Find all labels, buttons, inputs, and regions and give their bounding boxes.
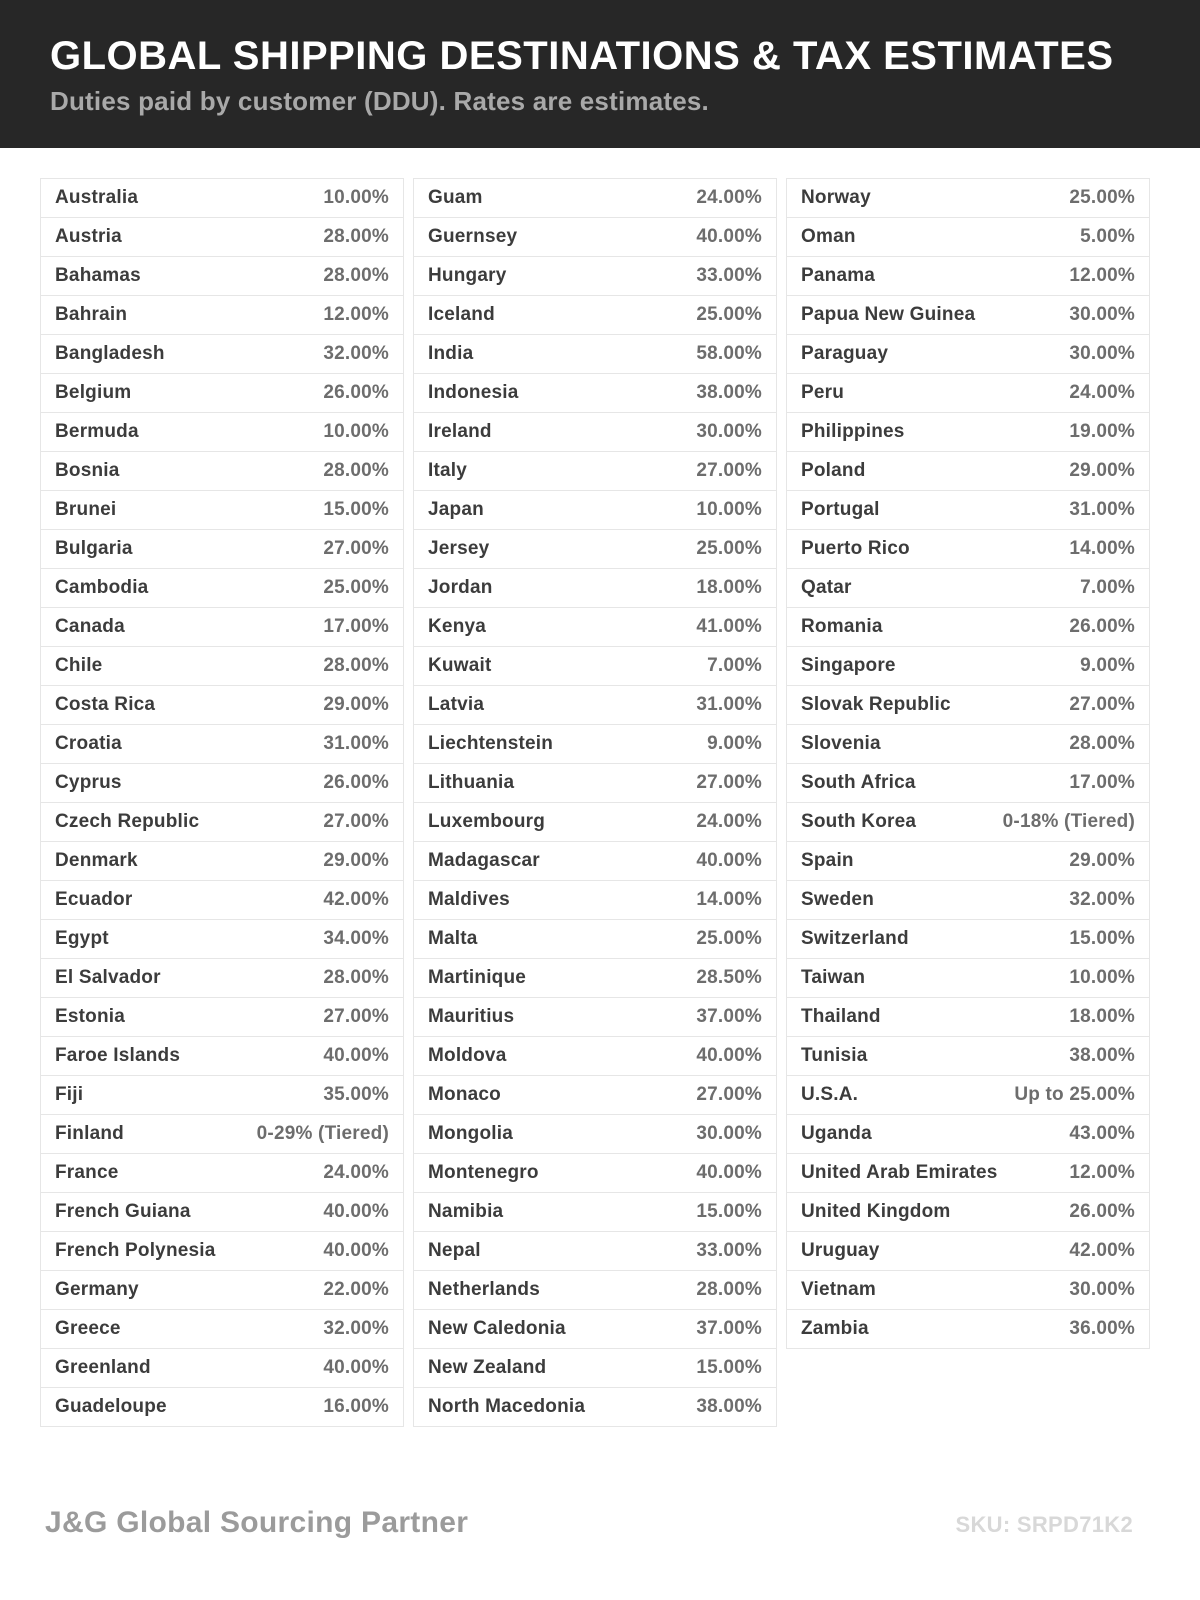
country-name: Denmark — [55, 850, 138, 871]
tax-rate: 16.00% — [323, 1396, 389, 1417]
tax-rate: 24.00% — [696, 811, 762, 832]
table-row — [413, 1270, 777, 1310]
rates-table — [40, 178, 1150, 1427]
tax-rate: 18.00% — [1069, 1006, 1135, 1027]
tax-rate: 10.00% — [323, 421, 389, 442]
tax-rate: 10.00% — [1069, 967, 1135, 988]
country-name: Brunei — [55, 499, 117, 520]
tax-rate: 58.00% — [696, 343, 762, 364]
country-name: Nepal — [428, 1240, 481, 1261]
country-name: New Caledonia — [428, 1318, 566, 1339]
table-row — [786, 256, 1150, 296]
tax-rate: 7.00% — [707, 655, 762, 676]
country-name: Italy — [428, 460, 468, 481]
table-row — [413, 1075, 777, 1115]
country-name: Malta — [428, 928, 478, 949]
tax-rate: 0-18% (Tiered) — [1002, 811, 1135, 832]
table-row — [40, 1348, 404, 1388]
country-name: Norway — [801, 187, 871, 208]
table-row — [786, 1192, 1150, 1232]
country-name: Finland — [55, 1123, 124, 1144]
tax-rate: 40.00% — [696, 850, 762, 871]
tax-rate: 27.00% — [696, 772, 762, 793]
tax-rate: 32.00% — [323, 1318, 389, 1339]
tax-rate: 38.00% — [696, 1396, 762, 1417]
table-row — [413, 373, 777, 413]
table-row — [413, 1387, 777, 1427]
table-row — [40, 841, 404, 881]
tax-rate: 38.00% — [1069, 1045, 1135, 1066]
table-row — [413, 607, 777, 647]
country-name: Ecuador — [55, 889, 133, 910]
table-row — [40, 1309, 404, 1349]
country-name: Thailand — [801, 1006, 881, 1027]
tax-rate: Up to 25.00% — [1014, 1084, 1135, 1105]
tax-rate: 15.00% — [1069, 928, 1135, 949]
country-name: Germany — [55, 1279, 139, 1300]
country-name: Maldives — [428, 889, 510, 910]
tax-rate: 28.00% — [1069, 733, 1135, 754]
country-name: Lithuania — [428, 772, 515, 793]
tax-rate: 29.00% — [1069, 460, 1135, 481]
table-row — [40, 958, 404, 998]
tax-rate: 17.00% — [323, 616, 389, 637]
country-name: Netherlands — [428, 1279, 541, 1300]
country-name: Paraguay — [801, 343, 889, 364]
table-row — [40, 412, 404, 452]
tax-rate: 40.00% — [696, 1045, 762, 1066]
country-name: U.S.A. — [801, 1084, 859, 1105]
country-name: Poland — [801, 460, 866, 481]
country-name: Croatia — [55, 733, 122, 754]
footer — [45, 1506, 1133, 1540]
table-row — [786, 646, 1150, 686]
tax-rate: 30.00% — [1069, 304, 1135, 325]
table-row — [40, 178, 404, 218]
tax-rate: 35.00% — [323, 1084, 389, 1105]
tax-rate: 25.00% — [1069, 187, 1135, 208]
country-name: Slovenia — [801, 733, 881, 754]
tax-rate: 28.50% — [696, 967, 762, 988]
country-name: Qatar — [801, 577, 852, 598]
table-row — [786, 295, 1150, 335]
country-name: Kenya — [428, 616, 487, 637]
tax-rate: 24.00% — [323, 1162, 389, 1183]
country-name: Mauritius — [428, 1006, 515, 1027]
table-row — [413, 919, 777, 959]
table-row — [40, 802, 404, 842]
header-banner — [0, 0, 1200, 148]
tax-rate: 10.00% — [323, 187, 389, 208]
country-name: Panama — [801, 265, 876, 286]
tax-rate: 33.00% — [696, 265, 762, 286]
country-name: North Macedonia — [428, 1396, 586, 1417]
country-name: Zambia — [801, 1318, 869, 1339]
table-row — [786, 1153, 1150, 1193]
country-name: United Kingdom — [801, 1201, 951, 1222]
tax-rate: 42.00% — [1069, 1240, 1135, 1261]
tax-rate: 9.00% — [707, 733, 762, 754]
country-name: Egypt — [55, 928, 109, 949]
table-row — [786, 880, 1150, 920]
table-row — [786, 763, 1150, 803]
country-name: French Polynesia — [55, 1240, 216, 1261]
table-row — [786, 607, 1150, 647]
tax-rate: 32.00% — [1069, 889, 1135, 910]
table-row — [40, 334, 404, 374]
table-row — [413, 529, 777, 569]
table-row — [40, 1114, 404, 1154]
table-row — [413, 763, 777, 803]
tax-rate: 26.00% — [323, 772, 389, 793]
country-name: Monaco — [428, 1084, 501, 1105]
tax-rate: 12.00% — [1069, 1162, 1135, 1183]
table-row — [40, 373, 404, 413]
table-row — [413, 958, 777, 998]
tax-rate: 25.00% — [696, 538, 762, 559]
table-row — [786, 841, 1150, 881]
table-row — [413, 295, 777, 335]
country-name: Japan — [428, 499, 484, 520]
country-name: Vietnam — [801, 1279, 876, 1300]
country-name: Puerto Rico — [801, 538, 910, 559]
table-row — [40, 919, 404, 959]
table-row — [786, 334, 1150, 374]
tax-rate: 29.00% — [323, 694, 389, 715]
tax-rate: 22.00% — [323, 1279, 389, 1300]
country-name: Peru — [801, 382, 845, 403]
country-name: Mongolia — [428, 1123, 513, 1144]
table-row — [40, 607, 404, 647]
tax-rate: 27.00% — [696, 460, 762, 481]
tax-rate: 24.00% — [696, 187, 762, 208]
tax-rate: 5.00% — [1080, 226, 1135, 247]
country-name: Canada — [55, 616, 125, 637]
country-name: Bahamas — [55, 265, 141, 286]
country-name: Australia — [55, 187, 139, 208]
table-row — [786, 802, 1150, 842]
country-name: Bermuda — [55, 421, 139, 442]
country-name: Portugal — [801, 499, 880, 520]
table-row — [40, 295, 404, 335]
page-title: GLOBAL SHIPPING DESTINATIONS & TAX ESTIMATES — [50, 34, 1114, 78]
table-row — [413, 646, 777, 686]
table-row — [40, 1270, 404, 1310]
tax-rate: 40.00% — [323, 1201, 389, 1222]
country-name: Singapore — [801, 655, 896, 676]
country-name: Czech Republic — [55, 811, 200, 832]
tax-rate: 27.00% — [696, 1084, 762, 1105]
country-name: Guernsey — [428, 226, 518, 247]
table-row — [413, 334, 777, 374]
table-row — [413, 412, 777, 452]
tax-rate: 30.00% — [1069, 343, 1135, 364]
tax-rate: 31.00% — [323, 733, 389, 754]
country-name: Madagascar — [428, 850, 540, 871]
country-name: France — [55, 1162, 119, 1183]
country-name: Greenland — [55, 1357, 151, 1378]
tax-rate: 37.00% — [696, 1006, 762, 1027]
tax-rate: 12.00% — [1069, 265, 1135, 286]
tax-rate: 41.00% — [696, 616, 762, 637]
country-name: Bulgaria — [55, 538, 133, 559]
tax-rate: 14.00% — [1069, 538, 1135, 559]
tax-rate: 43.00% — [1069, 1123, 1135, 1144]
table-row — [40, 646, 404, 686]
table-row — [40, 1153, 404, 1193]
tax-rate: 26.00% — [1069, 1201, 1135, 1222]
table-row — [786, 685, 1150, 725]
country-name: Iceland — [428, 304, 495, 325]
table-row — [40, 1192, 404, 1232]
tax-rate: 12.00% — [323, 304, 389, 325]
country-name: Greece — [55, 1318, 121, 1339]
table-row — [413, 451, 777, 491]
rate-column — [40, 178, 404, 1427]
country-name: Jersey — [428, 538, 490, 559]
tax-rate: 9.00% — [1080, 655, 1135, 676]
tax-rate: 26.00% — [323, 382, 389, 403]
tax-rate: 38.00% — [696, 382, 762, 403]
tax-rate: 28.00% — [323, 226, 389, 247]
brand-name: J&G Global Sourcing Partner — [45, 1506, 469, 1539]
country-name: Kuwait — [428, 655, 492, 676]
table-row — [413, 1192, 777, 1232]
tax-rate: 31.00% — [1069, 499, 1135, 520]
table-row — [40, 763, 404, 803]
table-row — [40, 1387, 404, 1427]
page-subtitle: Duties paid by customer (DDU). Rates are estimates. — [50, 86, 709, 116]
rate-column — [786, 178, 1150, 1427]
tax-rate: 10.00% — [696, 499, 762, 520]
table-row — [786, 1309, 1150, 1349]
tax-rate: 27.00% — [1069, 694, 1135, 715]
country-name: Latvia — [428, 694, 485, 715]
table-row — [40, 685, 404, 725]
table-row — [40, 490, 404, 530]
tax-rate: 15.00% — [696, 1357, 762, 1378]
table-row — [786, 178, 1150, 218]
table-row — [413, 1231, 777, 1271]
table-row — [40, 451, 404, 491]
table-row — [40, 724, 404, 764]
country-name: Romania — [801, 616, 883, 637]
rate-column — [413, 178, 777, 1427]
country-name: Taiwan — [801, 967, 866, 988]
country-name: Indonesia — [428, 382, 519, 403]
country-name: Chile — [55, 655, 103, 676]
tax-rate: 27.00% — [323, 538, 389, 559]
tax-rate: 31.00% — [696, 694, 762, 715]
country-name: Hungary — [428, 265, 507, 286]
table-row — [786, 958, 1150, 998]
tax-rate: 7.00% — [1080, 577, 1135, 598]
table-row — [786, 1231, 1150, 1271]
tax-rate: 17.00% — [1069, 772, 1135, 793]
tax-rate: 37.00% — [696, 1318, 762, 1339]
table-row — [40, 880, 404, 920]
table-row — [413, 256, 777, 296]
table-row — [786, 997, 1150, 1037]
country-name: Liechtenstein — [428, 733, 554, 754]
country-name: Austria — [55, 226, 122, 247]
table-row — [413, 1153, 777, 1193]
table-row — [413, 880, 777, 920]
tax-rate: 42.00% — [323, 889, 389, 910]
country-name: Oman — [801, 226, 856, 247]
country-name: New Zealand — [428, 1357, 547, 1378]
table-row — [40, 1036, 404, 1076]
country-name: Montenegro — [428, 1162, 539, 1183]
table-row — [40, 1231, 404, 1271]
tax-rate: 25.00% — [323, 577, 389, 598]
country-name: Cyprus — [55, 772, 122, 793]
country-name: Belgium — [55, 382, 132, 403]
tax-rate: 28.00% — [323, 265, 389, 286]
table-row — [40, 256, 404, 296]
table-row — [413, 724, 777, 764]
table-row — [413, 802, 777, 842]
table-row — [786, 1270, 1150, 1310]
table-row — [413, 217, 777, 257]
country-name: Fiji — [55, 1084, 84, 1105]
table-row — [786, 529, 1150, 569]
country-name: Guam — [428, 187, 483, 208]
country-name: Tunisia — [801, 1045, 868, 1066]
table-row — [786, 451, 1150, 491]
tax-rate: 15.00% — [696, 1201, 762, 1222]
country-name: Spain — [801, 850, 854, 871]
country-name: Martinique — [428, 967, 527, 988]
country-name: Guadeloupe — [55, 1396, 167, 1417]
tax-rate: 34.00% — [323, 928, 389, 949]
country-name: Uruguay — [801, 1240, 880, 1261]
country-name: Bahrain — [55, 304, 128, 325]
tax-rate: 27.00% — [323, 811, 389, 832]
tax-rate: 40.00% — [323, 1045, 389, 1066]
country-name: Estonia — [55, 1006, 126, 1027]
table-row — [413, 178, 777, 218]
tax-rate: 28.00% — [323, 967, 389, 988]
tax-rate: 24.00% — [1069, 382, 1135, 403]
table-row — [786, 568, 1150, 608]
country-name: Luxembourg — [428, 811, 546, 832]
country-name: Switzerland — [801, 928, 909, 949]
country-name: El Salvador — [55, 967, 161, 988]
table-row — [40, 1075, 404, 1115]
country-name: Jordan — [428, 577, 493, 598]
table-row — [786, 373, 1150, 413]
table-row — [40, 529, 404, 569]
country-name: Ireland — [428, 421, 492, 442]
tax-rate: 28.00% — [323, 460, 389, 481]
tax-rate: 25.00% — [696, 928, 762, 949]
tax-rate: 28.00% — [696, 1279, 762, 1300]
table-row — [786, 724, 1150, 764]
tax-rate: 29.00% — [1069, 850, 1135, 871]
tax-rate: 18.00% — [696, 577, 762, 598]
tax-rate: 30.00% — [696, 421, 762, 442]
tax-rate: 40.00% — [323, 1357, 389, 1378]
table-row — [40, 568, 404, 608]
table-row — [786, 412, 1150, 452]
table-row — [786, 490, 1150, 530]
tax-rate: 33.00% — [696, 1240, 762, 1261]
table-row — [786, 1114, 1150, 1154]
tax-rate: 26.00% — [1069, 616, 1135, 637]
country-name: Bosnia — [55, 460, 120, 481]
table-row — [40, 997, 404, 1037]
table-row — [413, 568, 777, 608]
table-row — [786, 919, 1150, 959]
country-name: Faroe Islands — [55, 1045, 181, 1066]
country-name: India — [428, 343, 474, 364]
table-row — [413, 1114, 777, 1154]
country-name: South Africa — [801, 772, 916, 793]
table-row — [413, 490, 777, 530]
tax-rate: 14.00% — [696, 889, 762, 910]
table-row — [413, 685, 777, 725]
table-row — [413, 1309, 777, 1349]
tax-rate: 40.00% — [696, 226, 762, 247]
country-name: Namibia — [428, 1201, 504, 1222]
country-name: Sweden — [801, 889, 874, 910]
tax-rate: 29.00% — [323, 850, 389, 871]
country-name: United Arab Emirates — [801, 1162, 998, 1183]
country-name: Bangladesh — [55, 343, 165, 364]
country-name: Papua New Guinea — [801, 304, 976, 325]
tax-rate: 32.00% — [323, 343, 389, 364]
table-row — [413, 1036, 777, 1076]
table-row — [413, 1348, 777, 1388]
table-row — [413, 997, 777, 1037]
table-row — [786, 1075, 1150, 1115]
country-name: Moldova — [428, 1045, 507, 1066]
tax-rate: 19.00% — [1069, 421, 1135, 442]
country-name: French Guiana — [55, 1201, 191, 1222]
table-row — [786, 217, 1150, 257]
sku-label: SKU: SRPD71K2 — [955, 1512, 1133, 1537]
table-row — [413, 841, 777, 881]
table-row — [786, 1036, 1150, 1076]
tax-rate: 30.00% — [1069, 1279, 1135, 1300]
country-name: Slovak Republic — [801, 694, 951, 715]
tax-rate: 40.00% — [323, 1240, 389, 1261]
tax-rate: 36.00% — [1069, 1318, 1135, 1339]
tax-rate: 15.00% — [323, 499, 389, 520]
country-name: Uganda — [801, 1123, 872, 1144]
country-name: Costa Rica — [55, 694, 156, 715]
tax-rate: 28.00% — [323, 655, 389, 676]
tax-rate: 25.00% — [696, 304, 762, 325]
table-row — [40, 217, 404, 257]
tax-rate: 27.00% — [323, 1006, 389, 1027]
country-name: South Korea — [801, 811, 917, 832]
tax-rate: 40.00% — [696, 1162, 762, 1183]
tax-rate: 30.00% — [696, 1123, 762, 1144]
country-name: Cambodia — [55, 577, 149, 598]
country-name: Philippines — [801, 421, 905, 442]
tax-rate: 0-29% (Tiered) — [256, 1123, 389, 1144]
